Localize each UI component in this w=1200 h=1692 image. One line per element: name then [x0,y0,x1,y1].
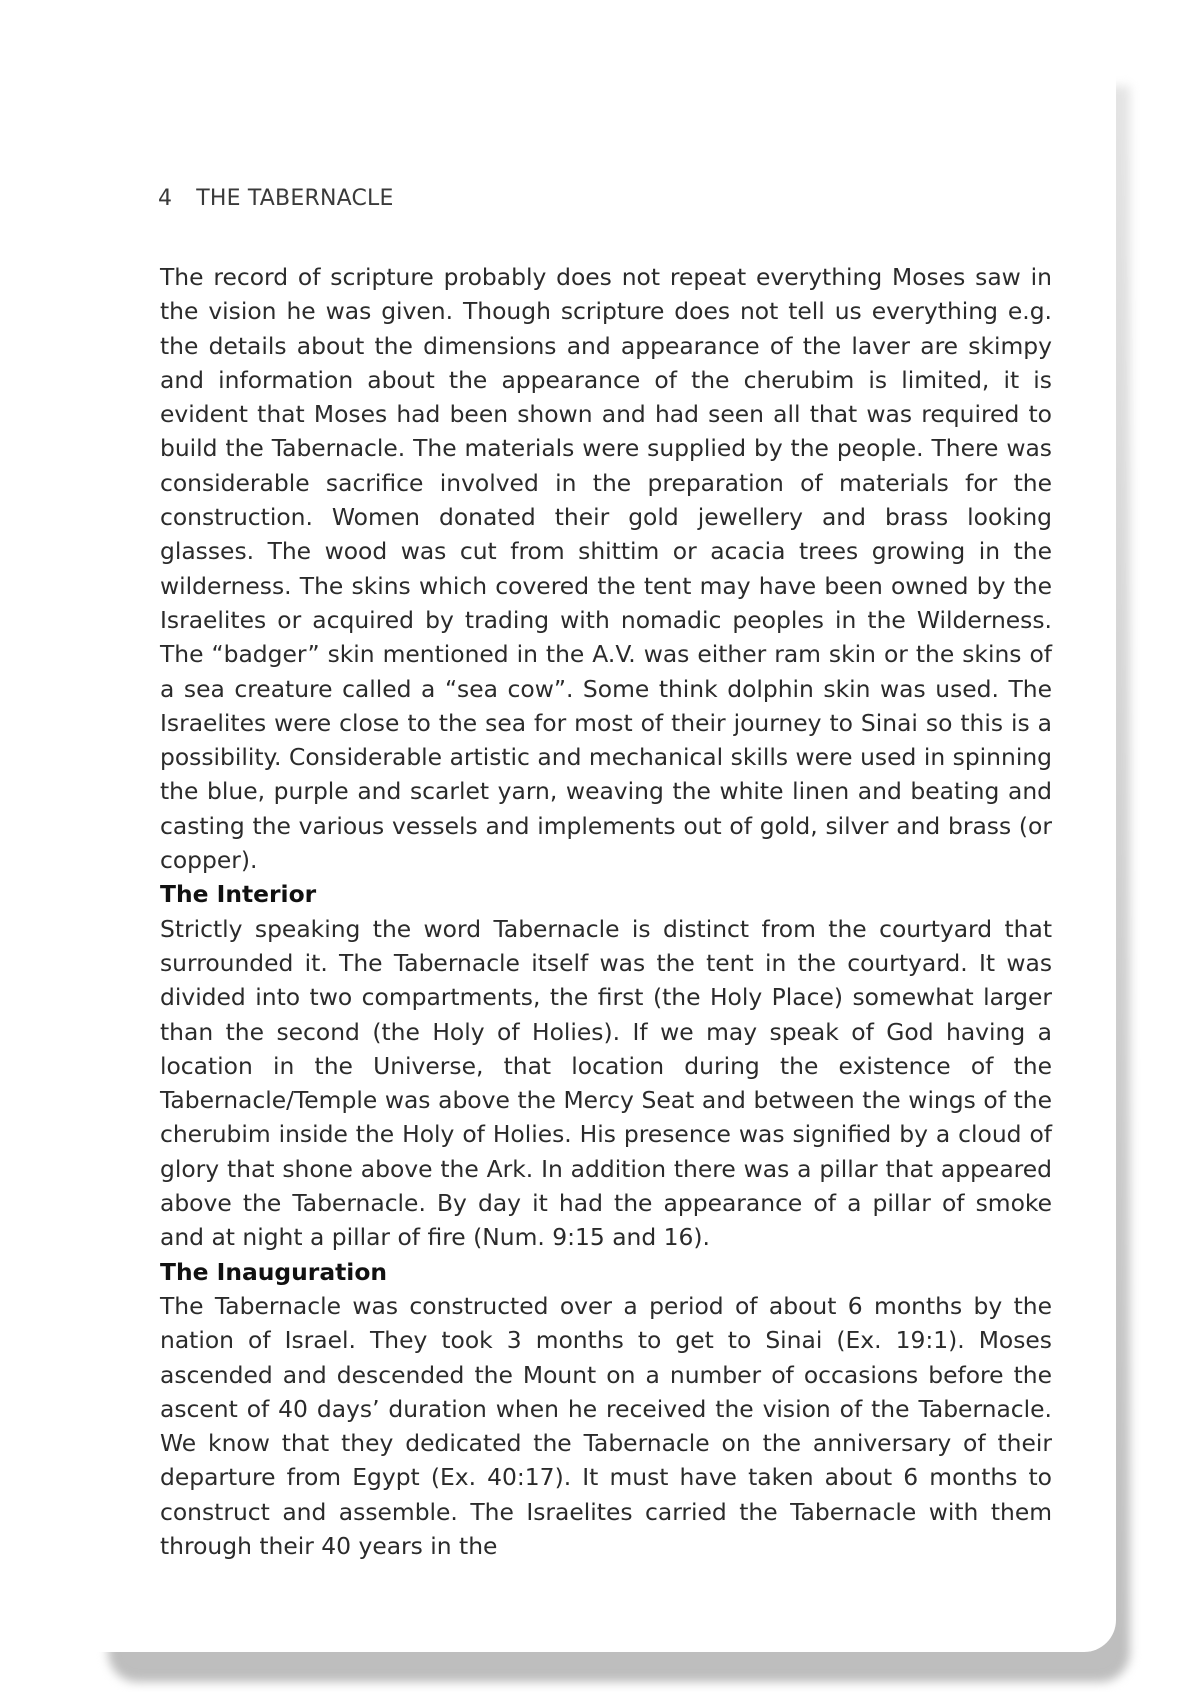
page-number: 4 [158,186,173,211]
section-heading-interior: The Interior [160,880,317,909]
section-paragraph-inauguration: The Tabernacle was constructed over a period of about 6 months by the nation of Israel. They took 3 months to get to Sinai (Ex. 19:1). Moses ascended and descended the Mount on a number of occasions before the ascent of 40 days’ duration when he received the vision of the Tabernacle. We know that they dedicated the Tabernacle on the anniversary of their departure from Egypt (Ex. 40:17). It must have taken about 6 months to construct and assemble. The Israelites carried the Tabernacle with them through their 40 years in the [160,1291,1052,1560]
running-head [158,186,394,211]
section-heading-inauguration: The Inauguration [160,1257,388,1286]
section-paragraph-interior: Strictly speaking the word Tabernacle is distinct from the courtyard that surrounded it. The Tabernacle itself was the tent in the courtyard. It was divided into two compartments, the first (the Holy Place) somewhat larger than the second (the Holy of Holies). If we may speak of God having a location in the Universe, that location during the existence of the Tabernacle/Temple was above the Mercy Seat and between the wings of the cherubim inside the Holy of Holies. His presence was signified by a cloud of glory that shone above the Ark. In addition there was a pillar that appeared above the Tabernacle. By day it had the appearance of a pillar of smoke and at night a pillar of fire (Num. 9:15 and 16). [160,914,1052,1252]
body-text [160,260,1052,1563]
intro-paragraph: The record of scripture probably does not repeat everything Moses saw in the vision he was given. Though scripture does not tell us everything e.g. the details about the dimensions and appearance of the laver are skimpy and information about the appearance of the cherubim is limited, it is evident that Moses had been shown and had seen all that was required to build the Tabernacle. The materials were supplied by the people. There was considerable sacrifice involved in the preparation of materials for the construction. Women donated their gold jewellery and brass looking glasses. The wood was cut from shittim or acacia trees growing in the wilderness. The skins which covered the tent may have been owned by the Israelites or acquired by trading with nomadic peoples in the Wilderness. The “badger” skin mentioned in the A.V. was either ram skin or the skins of a sea creature called a “sea cow”. Some think dolphin skin was used. The Israelites were close to the sea for most of their journey to Sinai so this is a possibility. Considerable artistic and mechanical skills were used in spinning the blue, purple and scarlet yarn, weaving the white linen and beating and casting the various vessels and implements out of gold, silver and brass (or copper). [160,263,1052,875]
running-title: THE TABERNACLE [196,186,394,211]
